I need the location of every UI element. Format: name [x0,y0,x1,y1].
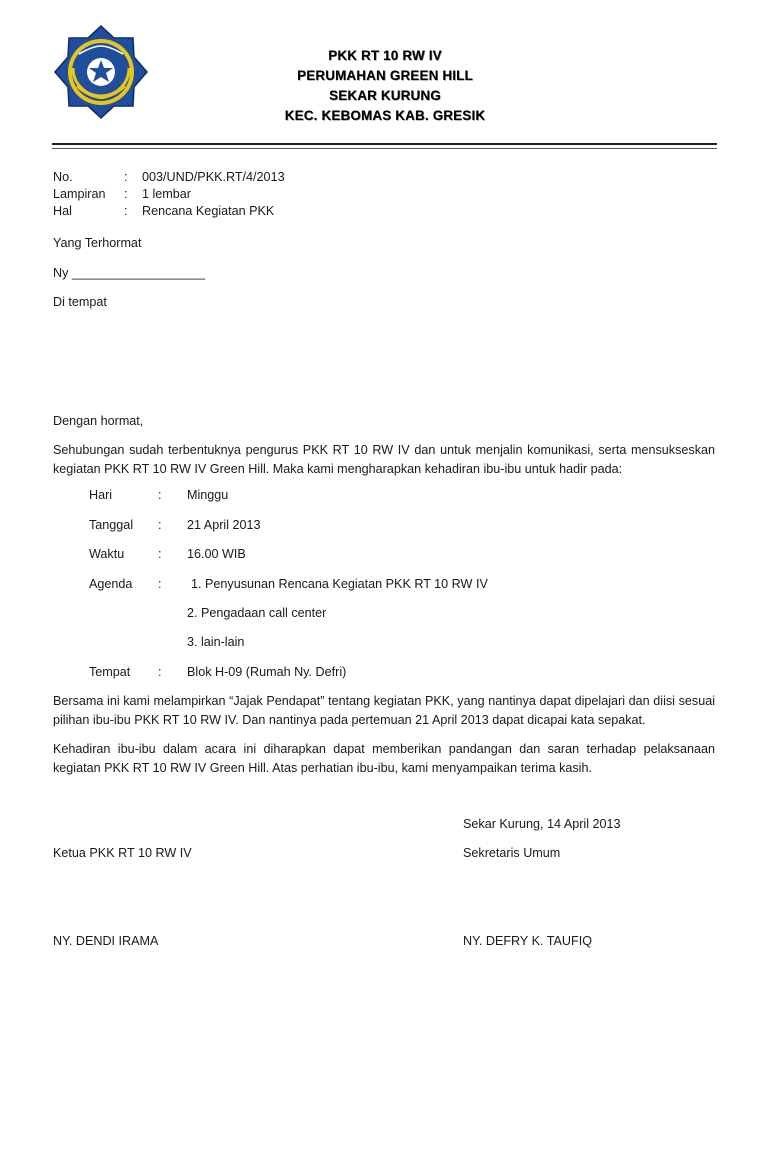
detail-label-hari: Hari [89,488,113,502]
signer-right-title: Sekretaris Umum [463,846,561,860]
meta-sep-hal: : [124,204,128,218]
meta-label-lampiran: Lampiran [53,187,106,201]
agenda-item: 2. Pengadaan call center [187,606,327,620]
detail-value-waktu: 16.00 WIB [187,547,246,561]
meta-label-no: No. [53,170,73,184]
detail-sep-waktu: : [158,547,162,561]
detail-value-tanggal: 21 April 2013 [187,518,261,532]
closing-paragraph: Kehadiran ibu-ibu dalam acara ini diharapkan dapat memberikan pandangan dan saran terhadap pelaksanaan kegiatan PKK RT 10 RW IV Green Hill. Atas perhatian ibu-ibu, kami menyampaikan terima kasih. [53,742,715,775]
meta-sep-no: : [124,170,128,184]
letterhead-line-4: KEC. KEBOMAS KAB. GRESIK [284,108,486,123]
recipient-salutation: Yang Terhormat [53,236,142,250]
agenda-item: 3. lain-lain [187,635,245,649]
detail-label-tempat: Tempat [89,665,131,679]
attachment-paragraph: Bersama ini kami melampirkan “Jajak Pendapat” tentang kegiatan PKK, yang nantinya dapat dipelajari dan diisi sesuai pilihan ibu-ibu PKK RT 10 RW IV. Dan nantinya pada pertemuan 21 April 2013 dapat dicapai kata sepakat. [53,694,715,727]
place-date: Sekar Kurung, 14 April 2013 [463,817,621,831]
meta-value-lampiran: 1 lembar [142,187,191,201]
signer-right-name: NY. DEFRY K. TAUFIQ [463,934,593,948]
meta-value-no: 003/UND/PKK.RT/4/2013 [142,170,285,184]
detail-sep-tanggal: : [158,518,162,532]
letterhead-line-2: PERUMAHAN GREEN HILL [297,68,473,83]
letterhead-divider-thick [52,143,717,145]
recipient-place: Di tempat [53,295,107,309]
letterhead-divider-thin [52,148,717,149]
meta-sep-lampiran: : [124,187,128,201]
greeting: Dengan hormat, [53,414,144,428]
detail-value-tempat: Blok H-09 (Rumah Ny. Defri) [187,665,347,679]
detail-label-waktu: Waktu [89,547,125,561]
intro-paragraph: Sehubungan sudah terbentuknya pengurus PKK RT 10 RW IV dan untuk menjalin komunikasi, serta mensukseskan kegiatan PKK RT 10 RW IV Green Hill. Maka kami mengharapkan kehadiran ibu-ibu untuk hadir pada: [53,443,715,476]
signer-left-title: Ketua PKK RT 10 RW IV [53,846,192,860]
detail-sep-tempat: : [158,665,162,679]
signer-left-name: NY. DENDI IRAMA [53,934,159,948]
organization-logo [48,22,154,122]
detail-sep-agenda: : [158,577,162,591]
detail-label-agenda: Agenda [89,577,133,591]
meta-value-hal: Rencana Kegiatan PKK [142,204,275,218]
agenda-item: 1. Penyusunan Rencana Kegiatan PKK RT 10 RW IV [191,577,488,591]
detail-value-hari: Minggu [187,488,229,502]
letterhead-line-1: PKK RT 10 RW IV [328,48,442,63]
letterhead-line-3: SEKAR KURUNG [329,88,441,103]
meta-label-hal: Hal [53,204,72,218]
recipient-name-line: Ny ___________________ [53,266,205,280]
detail-sep-hari: : [158,488,162,502]
detail-label-tanggal: Tanggal [89,518,134,532]
